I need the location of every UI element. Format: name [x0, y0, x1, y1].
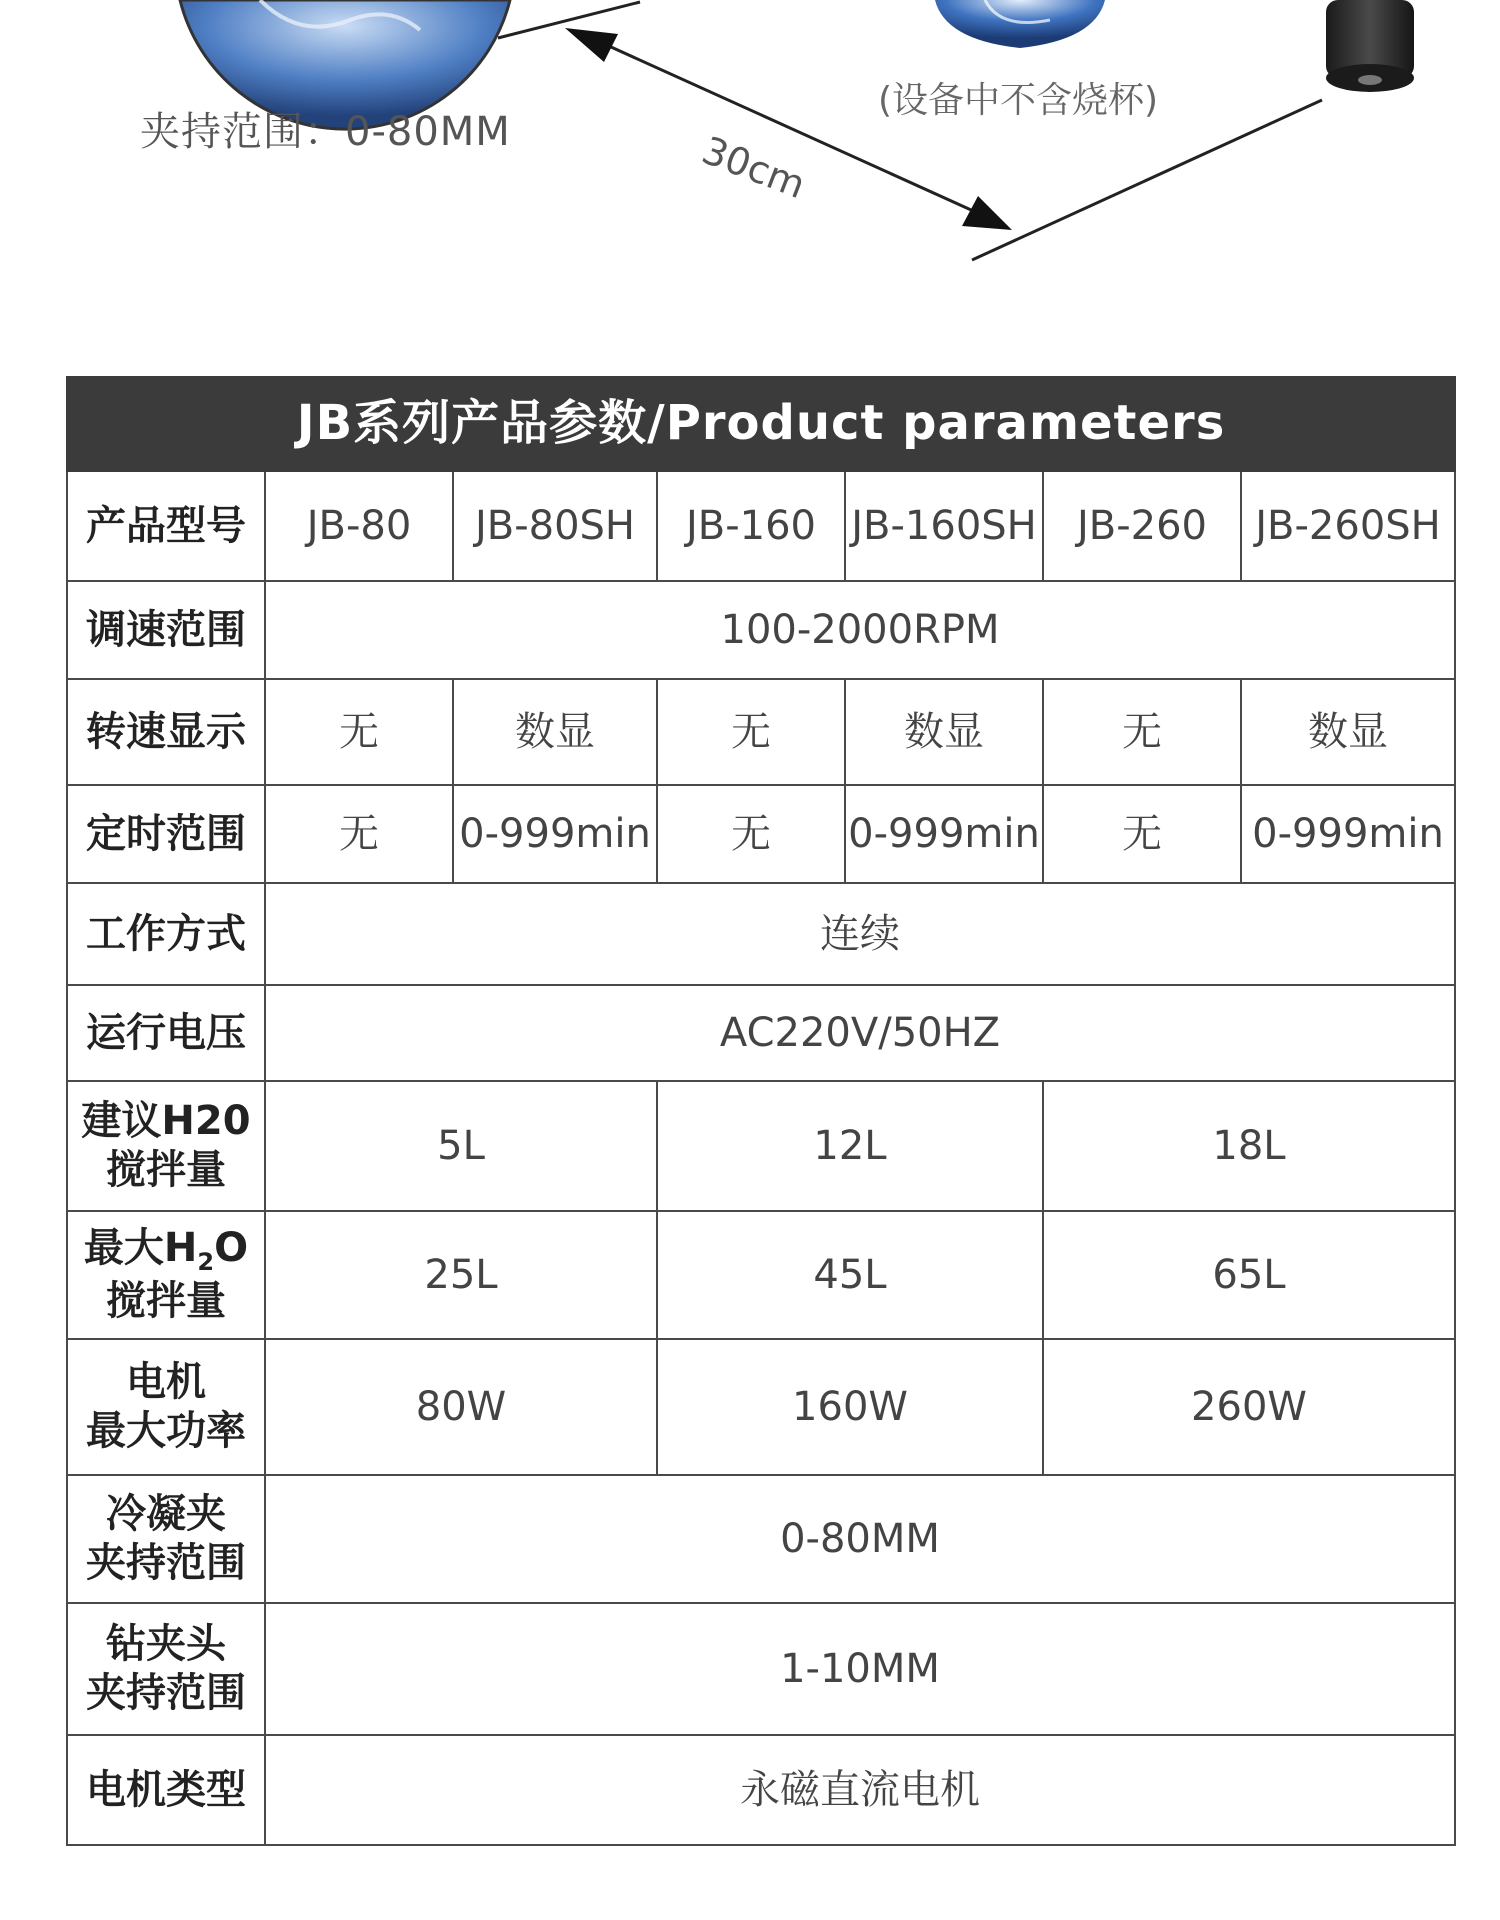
- timer-range-cell: 0-999min: [453, 785, 657, 883]
- row-speed-display: [67, 679, 1455, 785]
- row-motor-power: [67, 1339, 1455, 1475]
- row-motor-type: [67, 1735, 1455, 1845]
- row-max-volume: [67, 1211, 1455, 1339]
- model-cell: JB-160SH: [845, 471, 1043, 581]
- stirrer-knob: [1326, 0, 1414, 92]
- label-line: 最大功率: [86, 1408, 246, 1454]
- distance-label: 30cm: [696, 128, 812, 208]
- timer-range-cell: 无: [1043, 785, 1241, 883]
- recommended-volume-cell: 18L: [1043, 1081, 1455, 1211]
- row-condenser-clamp: [67, 1475, 1455, 1603]
- label-line: 电机: [126, 1359, 206, 1406]
- speed-display-cell: 数显: [1241, 679, 1455, 785]
- label-line: 搅拌量: [106, 1278, 226, 1325]
- label-line: 建议H20: [81, 1098, 251, 1145]
- condenser-clamp-value: 0-80MM: [265, 1475, 1455, 1603]
- table-title-row: [67, 377, 1455, 471]
- label-subscript: 2: [197, 1247, 215, 1276]
- timer-range-cell: 0-999min: [845, 785, 1043, 883]
- label-line: 冷凝夹: [106, 1491, 226, 1538]
- model-cell: JB-80SH: [453, 471, 657, 581]
- beaker-bottom: [935, 0, 1105, 48]
- row-chuck-clamp: [67, 1603, 1455, 1735]
- motor-type-value: 永磁直流电机: [265, 1735, 1455, 1845]
- motor-power-cell: 80W: [265, 1339, 657, 1475]
- work-mode-value: 连续: [265, 883, 1455, 985]
- row-label: [67, 1211, 265, 1339]
- row-label: 转速显示: [67, 679, 265, 785]
- speed-display-cell: 数显: [453, 679, 657, 785]
- label-line: 夹持范围: [86, 1670, 246, 1716]
- label-line: 夹持范围: [86, 1540, 246, 1586]
- voltage-value: AC220V/50HZ: [265, 985, 1455, 1081]
- label-line: 钻夹头: [106, 1621, 226, 1668]
- row-voltage: [67, 985, 1455, 1081]
- row-label: 运行电压: [67, 985, 265, 1081]
- label-suffix: O: [214, 1224, 249, 1271]
- max-volume-cell: 25L: [265, 1211, 657, 1339]
- row-work-mode: [67, 883, 1455, 985]
- row-speed-range: [67, 581, 1455, 679]
- row-label: 电机类型: [67, 1735, 265, 1845]
- label-line: 搅拌量: [106, 1147, 226, 1193]
- recommended-volume-cell: 5L: [265, 1081, 657, 1211]
- speed-display-cell: 无: [1043, 679, 1241, 785]
- timer-range-cell: 无: [657, 785, 845, 883]
- label-prefix: 最大H: [83, 1224, 198, 1271]
- leader-line-right: [972, 100, 1322, 260]
- model-cell: JB-260SH: [1241, 471, 1455, 581]
- speed-display-cell: 数显: [845, 679, 1043, 785]
- table-title: JB系列产品参数/Product parameters: [67, 377, 1455, 471]
- model-cell: JB-80: [265, 471, 453, 581]
- leader-line-left: [498, 2, 640, 38]
- row-timer-range: [67, 785, 1455, 883]
- row-label: 定时范围: [67, 785, 265, 883]
- row-label: 产品型号: [67, 471, 265, 581]
- row-label: [67, 1081, 265, 1211]
- model-cell: JB-260: [1043, 471, 1241, 581]
- motor-power-cell: 160W: [657, 1339, 1043, 1475]
- product-illustration: [0, 0, 1500, 370]
- motor-power-cell: 260W: [1043, 1339, 1455, 1475]
- beaker-not-included-note: (设备中不含烧杯): [878, 80, 1159, 121]
- clamp-range-caption: 夹持范围：0-80MM: [140, 109, 511, 155]
- row-recommended-volume: [67, 1081, 1455, 1211]
- chuck-clamp-value: 1-10MM: [265, 1603, 1455, 1735]
- max-volume-cell: 65L: [1043, 1211, 1455, 1339]
- product-parameters-table: [66, 376, 1456, 1846]
- timer-range-cell: 无: [265, 785, 453, 883]
- row-label: [67, 1475, 265, 1603]
- row-label: 调速范围: [67, 581, 265, 679]
- row-model: [67, 471, 1455, 581]
- model-cell: JB-160: [657, 471, 845, 581]
- timer-range-cell: 0-999min: [1241, 785, 1455, 883]
- speed-display-cell: 无: [265, 679, 453, 785]
- row-label: 工作方式: [67, 883, 265, 985]
- speed-range-value: 100-2000RPM: [265, 581, 1455, 679]
- row-label: [67, 1603, 265, 1735]
- recommended-volume-cell: 12L: [657, 1081, 1043, 1211]
- row-label: [67, 1339, 265, 1475]
- max-volume-cell: 45L: [657, 1211, 1043, 1339]
- speed-display-cell: 无: [657, 679, 845, 785]
